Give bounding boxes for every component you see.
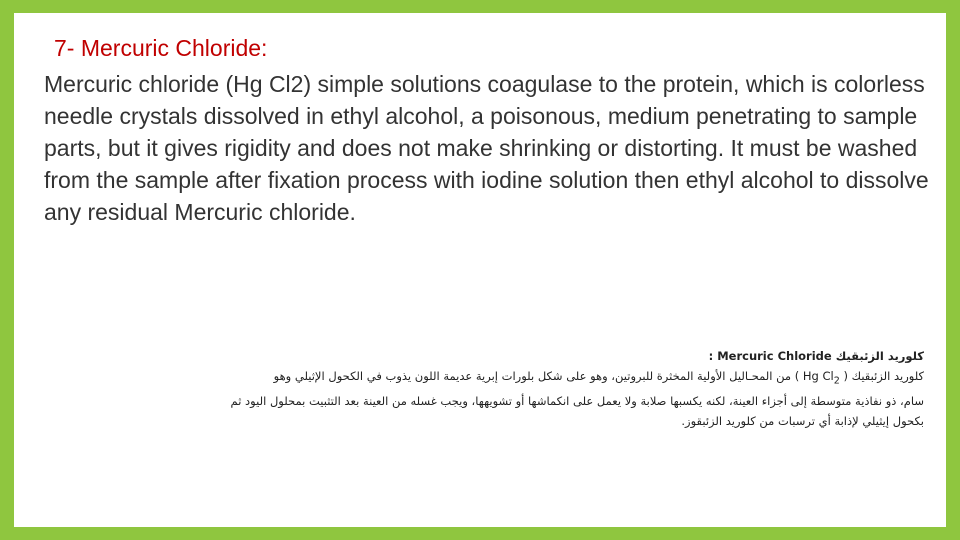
slide-title: 7- Mercuric Chloride: [54, 35, 268, 61]
english-paragraph: Mercuric chloride (Hg Cl2) simple solutions coagulase to the protein, which is colorless needle crystals dissolved in ethyl alcohol, a poisonous, medium penetrating to sample parts, but it gives rigidity and does not make shrinking or distorting. It must be washed from the sample after fixation process with iodine solution then ethyl alcohol to dissolve any residual Mercuric chloride. [44, 71, 929, 225]
slide [14, 13, 946, 527]
formula-subscript: 2 [833, 375, 840, 387]
formula-close: ) [839, 369, 848, 383]
chemical-formula [794, 369, 848, 387]
arabic-heading-ar: كلوريد الزئبقيك [835, 349, 924, 363]
formula-text: ( Hg Cl [794, 369, 834, 383]
arabic-line1-end: من المحـاليل الأولية المخثرة للبروتين، وهو على شكل بلورات إبرية عديمة اللون يذوب في الكحول الإثيلي وهو [273, 369, 792, 383]
arabic-line-1 [44, 366, 924, 391]
arabic-heading [44, 346, 924, 366]
arabic-line-2: سام، ذو نفاذية متوسطة إلى أجزاء العينة، لكنه يكسبها صلابة ولا يعمل على انكماشها أو تشويهها، ويجب غسله من العينة بعد التثبيت بمحلول اليود ثم [230, 394, 924, 409]
arabic-line1-start: كلوريد الزئبقيك [851, 369, 924, 383]
arabic-line-3: بكحول إيثيلي لإذابة أي ترسبات من كلوريد الزئبقوز. [681, 414, 924, 429]
arabic-section [44, 346, 924, 431]
arabic-heading-en: : Mercuric Chloride [708, 349, 832, 363]
